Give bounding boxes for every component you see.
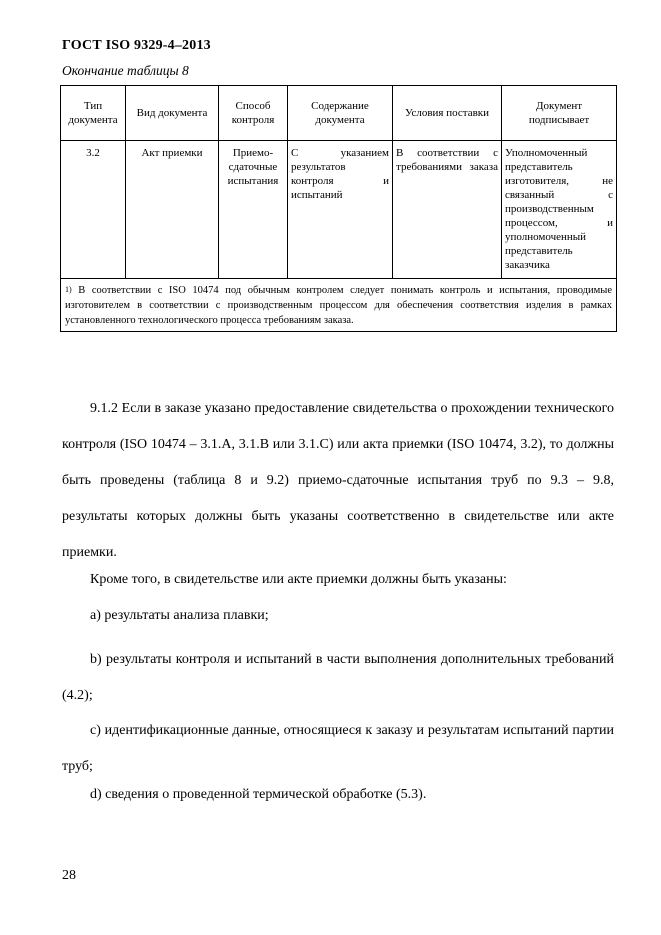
table-footnote [61,279,617,332]
table-caption: Окончание таблицы 8 [62,63,189,78]
table-row [61,141,617,279]
paragraph-intro: Кроме того, в свидетельстве или акте приемки должны быть указаны: [90,572,507,587]
list-item-d: d) сведения о проведенной термической обработке (5.3). [90,787,427,802]
table-footnote-row [61,279,617,332]
table-8 [60,85,617,332]
cell-doc-content: С указанием результатов контроля и испытаний [288,141,393,279]
header-control-method: Способ контроля [219,86,288,141]
cell-control-method: Приемо-сдаточные испытания [219,141,288,279]
header-signer: Документ подписывает [502,86,617,141]
footnote-mark: 1) [65,285,72,294]
cell-doc-kind: Акт приемки [126,141,219,279]
header-delivery-conditions: Условия поставки [393,86,502,141]
cell-doc-type: 3.2 [61,141,126,279]
header-doc-content: Содержание документа [288,86,393,141]
page-number: 28 [62,868,76,883]
header-doc-type: Тип документа [61,86,126,141]
paragraph-9-1-2: 9.1.2 Если в заказе указано предоставление свидетельства о прохождении технического контроля (ISO 10474 – 3.1.A, 3.1.B или 3.1.C) или акта приемки (ISO 10474, 3.2), то должны быть проведены (таблица 8 и 9.2) приемо-сдаточные испытания труб по 9.3 – 9.8, результаты которых должны быть указаны соответственно в свидетельстве или акте приемки. [62,401,614,560]
header-doc-kind: Вид документа [126,86,219,141]
cell-signer: Уполномоченный представитель изготовителя, не связанный с производственным процессом, и уполномоченный представитель заказчика [502,141,617,279]
list-item-c: c) идентификационные данные, относящиеся к заказу и результатам испытаний партии труб; [62,723,614,774]
document-header: ГОСТ ISO 9329-4–2013 [62,38,211,53]
table-header-row [61,86,617,141]
list-item-b: b) результаты контроля и испытаний в части выполнения дополнительных требований (4.2); [62,652,614,703]
list-item-a: а) результаты анализа плавки; [90,608,269,623]
footnote-text: В соответствии с ISO 10474 под обычным контролем следует понимать контроль и испытания, проводимые изготовителем в соответствии с производственным процессом для обеспечения соответствия изделия в рамках установленного технологического процесса требованиям заказа. [65,285,612,326]
cell-delivery-conditions: В соответствии с требованиями заказа [393,141,502,279]
